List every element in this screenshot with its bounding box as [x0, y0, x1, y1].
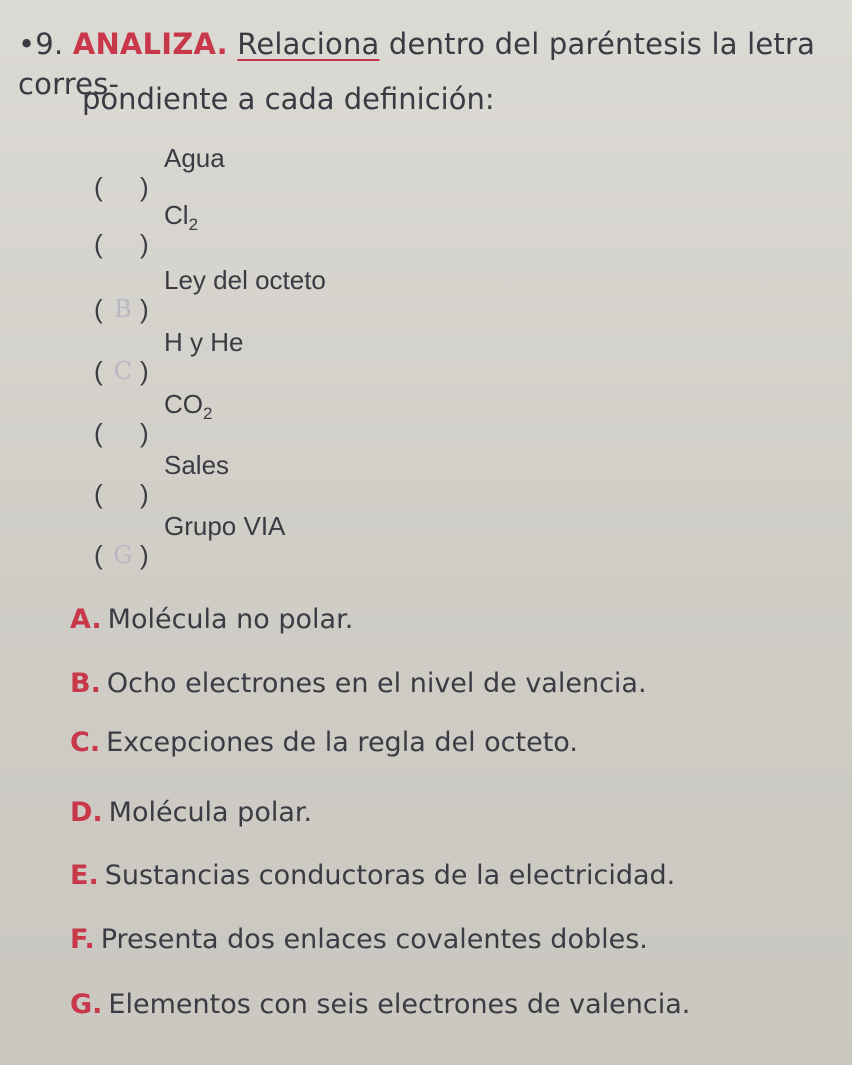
option-letter: D. [70, 797, 103, 828]
option-letter: F. [70, 924, 95, 955]
option-a [70, 600, 353, 640]
option-letter: E. [70, 860, 99, 891]
option-letter: C. [70, 727, 101, 758]
question-instruction-text: dentro del paréntesis la letra corres- [18, 27, 816, 101]
match-item: ( ) $Cl_2$ [94, 200, 199, 259]
option-text: Molécula no polar. [107, 604, 354, 635]
option-letter: A. [70, 604, 102, 635]
question-number: •9. [18, 27, 64, 61]
question-keyword: ANALIZA. [72, 27, 228, 61]
option-e [70, 856, 675, 896]
match-term [164, 389, 213, 423]
option-c [70, 723, 578, 763]
option-b [70, 664, 647, 704]
match-term: Sales [164, 450, 230, 480]
match-item: ( ) $CO_2$ [94, 389, 213, 448]
option-g [70, 985, 690, 1025]
option-text: Presenta dos enlaces covalentes dobles. [100, 924, 648, 955]
answer-value: C [113, 357, 133, 385]
formula-symbol: CO [164, 389, 203, 419]
option-text: Molécula polar. [108, 797, 313, 828]
option-text: Excepciones de la regla del octeto. [106, 727, 578, 758]
option-text: Sustancias conductoras de la electricidad. [104, 860, 676, 891]
match-term: Ley del octeto [164, 265, 326, 295]
formula-subscript: 2 [188, 215, 199, 234]
option-f [70, 920, 648, 960]
answer-value: G [113, 541, 133, 569]
option-letter: G. [70, 989, 103, 1020]
option-text: Ocho electrones en el nivel de valencia. [106, 668, 647, 699]
formula-subscript: 2 [203, 404, 213, 423]
match-item: ( B ) Ley del octeto [94, 260, 326, 300]
formula-symbol: Cl [164, 200, 189, 230]
answer-value: B [114, 295, 132, 323]
question-instruction-line2: pondiente a cada definición: [82, 82, 495, 116]
option-text: Elementos con seis electrones de valencia. [108, 989, 691, 1020]
match-term: Agua [164, 143, 225, 173]
option-letter: B. [70, 668, 101, 699]
match-item: ( C ) H y He [94, 322, 243, 362]
match-item: ( ) Sales [94, 450, 230, 509]
match-item: ( ) Agua [94, 143, 225, 202]
option-d [70, 793, 312, 833]
match-term [164, 200, 199, 234]
question-instruction-underlined: Relaciona [237, 27, 380, 61]
match-term: H y He [164, 327, 244, 357]
match-item: ( G ) Grupo VIA [94, 506, 285, 546]
match-term: Grupo VIA [164, 511, 286, 541]
